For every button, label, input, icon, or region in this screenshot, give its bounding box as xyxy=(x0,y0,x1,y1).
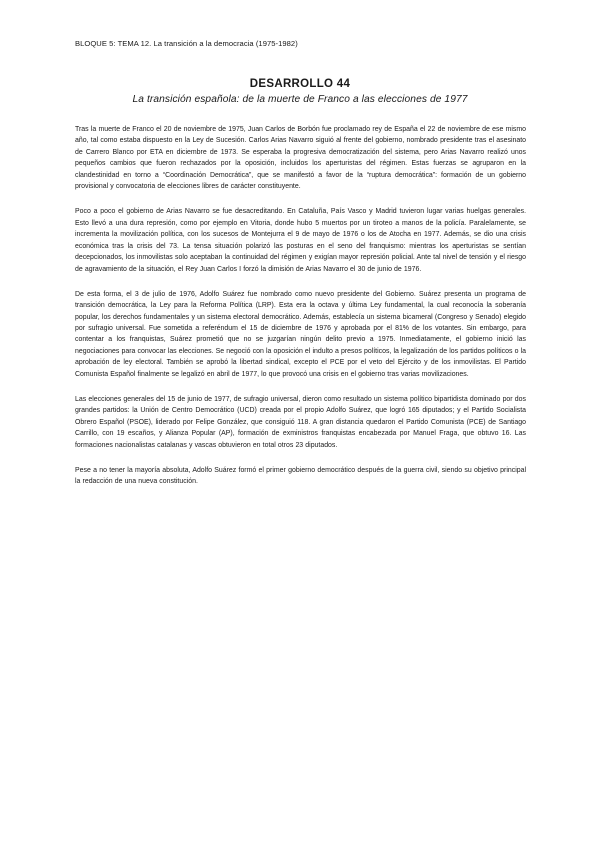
paragraph-1: Tras la muerte de Franco el 20 de noviembre de 1975, Juan Carlos de Borbón fue proclamado rey de España el 22 de noviembre de ese mismo año, tal como estaba dispuesto en la Ley de Sucesión. Carlos Arias Navarro siguió al frente del gobierno, nombrado presidente tras el asesinato de Carrero Blanco por ETA en diciembre de 1973. Se esperaba la progresiva democratización del sistema, pero Arias Navarro realizó unos pequeños cambios que fueron rechazados por la oposición, incluidos los aperturistas del régimen. Estas fuerzas se agruparon en la clandestinidad en torno a “Coordinación Democrática”, que se manifestó a favor de la “ruptura democrática”: formación de un gobierno provisional y convocatoria de elecciones libres de carácter constituyente. xyxy=(75,126,526,191)
page-title: DESARROLLO 44 xyxy=(249,78,351,90)
paragraph-4: Las elecciones generales del 15 de junio de 1977, de sufragio universal, dieron como resultado un sistema político bipartidista dominado por dos grandes partidos: la Unión de Centro Democrático (UCD) creada por el propio Adolfo Suárez, que logró 165 diputados; y el Partido Socialista Obrero Español (PSOE), liderado por Felipe González, que consiguió 118. A gran distancia quedaron el Partido Comunista (PCE) de Santiago Carrillo, con 19 escaños, y Alianza Popular (AP), formación de exministros franquistas encabezada por Manuel Fraga, que obtuvo 16. Las formaciones nacionalistas catalanas y vascas obtuvieron en total otros 23 diputados. xyxy=(75,395,526,449)
document-body xyxy=(75,124,526,501)
paragraph-5: Pese a no tener la mayoría absoluta, Adolfo Suárez formó el primer gobierno democrático después de la guerra civil, siendo su objetivo principal la redacción de una nueva constitución. xyxy=(75,466,526,486)
page-subtitle: La transición española: de la muerte de Franco a las elecciones de 1977 xyxy=(132,94,468,105)
paragraph-3: De esta forma, el 3 de julio de 1976, Adolfo Suárez fue nombrado como nuevo presidente del Gobierno. Suárez presenta un programa de transición democrática, la Ley para la Reforma Política (LRP). Esta era la octava y última Ley fundamental, la cual reconocía la soberanía popular, los derechos fundamentales y un sistema electoral democrático. Además, establecía un sistema bicameral (Congreso y Senado) elegido por sufragio universal. Fue sometida a referéndum el 15 de diciembre de 1976 y aprobada por el 81% de los votantes. Sin embargo, para contentar a los franquistas, Suárez prometió que no se juzgarían ningún delito previo a 1975. Inmediatamente, el gobierno inició las negociaciones para convocar las elecciones. Se negoció con la oposición el indulto a presos políticos, la legalización de los partidos políticos o la aprobación de ley electoral. También se aprobó la libertad sindical, excepto el PCE por el veto del Ejército y de los inmovilistas. El Partido Comunista Español finalmente se legalizó en abril de 1977, lo que provocó una crisis en el gobierno tras varias movilizaciones. xyxy=(75,290,526,378)
course-header: BLOQUE 5: TEMA 12. La transición a la democracia (1975-1982) xyxy=(75,39,298,48)
paragraph-2: Poco a poco el gobierno de Arias Navarro se fue desacreditando. En Cataluña, País Vasco y Madrid tuvieron lugar varias huelgas generales. Esto llevó a una dura represión, como por ejemplo en Vitoria, donde hubo 5 muertos por un tiroteo a manos de la policía. Paralelamente, se incrementa la movilización política, con los sucesos de Montejurra el 9 de mayo de 1976 o los de Atocha en 1977. Además, se dio una crisis económica tras la crisis del 73. La tensa situación polarizó las posturas en el seno del franquismo: mientras los aperturistas se sentían decepcionados, los inmovilistas solo aceptaban la continuidad del régimen y exigían mayor represión policial. Ante tal nivel de tensión y el riesgo de agravamiento de la situación, el Rey Juan Carlos I forzó la dimisión de Arias Navarro el 30 de junio de 1976. xyxy=(75,208,526,273)
